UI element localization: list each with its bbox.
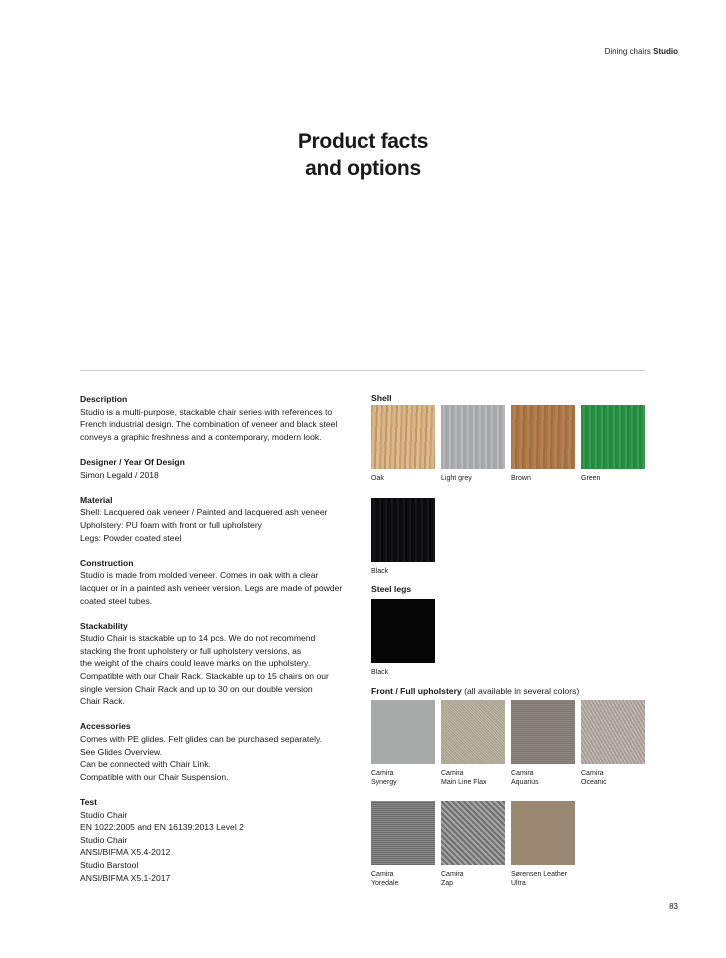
upholstery-title [371, 685, 671, 698]
swatch-camira-synergy [371, 700, 441, 788]
swatch-camira-aquarius [511, 700, 581, 788]
swatch-camira-synergy-sample [371, 700, 435, 764]
section-body: Simon Legald / 2018 [80, 469, 159, 480]
shell-swatch-grid [371, 405, 661, 576]
swatch-label: Camira Aquarius [511, 769, 539, 786]
swatch-camira-main-line-flax-sample [441, 700, 505, 764]
swatch-label: Brown [511, 475, 531, 482]
swatch-oak-sample [371, 405, 435, 469]
swatch-camira-main-line-flax [441, 700, 511, 788]
construction-section [80, 557, 362, 607]
swatch-green-sample [581, 405, 645, 469]
swatch-label: Oak [371, 475, 384, 482]
swatch-camira-yoredale [371, 801, 441, 889]
page-number: 83 [669, 902, 678, 911]
swatch-light-grey [441, 405, 511, 484]
section-heading: Stackability [80, 620, 128, 631]
swatch-sorensen-leather-ultra-sample [511, 801, 575, 865]
swatch-camira-oceanic-sample [581, 700, 645, 764]
section-body: Studio is a multi-purpose, stackable chair series with references to French industrial design. The combination of veneer and black steel conveys a graphic freshness and a contemporary, modern look. [80, 406, 338, 442]
facts-column [80, 393, 362, 897]
divider [80, 370, 645, 371]
swatch-label: Camira Zap [441, 870, 464, 887]
designer-section [80, 456, 362, 481]
swatch-label: Light grey [441, 475, 472, 482]
material-section [80, 494, 362, 544]
swatch-black-legs [371, 599, 441, 678]
page-title-line-1: Product facts [297, 130, 429, 153]
test-section [80, 796, 362, 884]
upholstery-note: (all available in several colors) [464, 685, 580, 696]
description-section [80, 393, 362, 443]
swatch-black-shell-sample [371, 498, 435, 562]
page-title-line-2: and options [305, 157, 421, 180]
swatch-brown [511, 405, 581, 484]
section-heading: Designer / Year Of Design [80, 456, 185, 467]
swatch-label: Camira Yoredale [371, 870, 399, 887]
swatch-oak [371, 405, 441, 484]
swatch-black-legs-sample [371, 599, 435, 663]
section-body: Comes with PE glides. Felt glides can be purchased separately. See Glides Overview. Can be connected with Chair Link. Compatible with our Chair Suspension. [80, 734, 323, 782]
swatch-label: Black [371, 567, 389, 575]
header-product: Studio [653, 47, 678, 56]
upholstery-swatch-grid [371, 700, 661, 889]
swatch-camira-zap-sample [441, 801, 505, 865]
swatch-label: Camira Synergy [371, 769, 397, 786]
swatch-camira-yoredale-sample [371, 801, 435, 865]
shell-title: Shell [371, 393, 392, 403]
swatch-label: Black [371, 669, 389, 676]
swatch-label: Sørensen Leather Ultra [511, 870, 568, 887]
stackability-section [80, 620, 362, 708]
swatch-label: Camira Main Line Flax [441, 769, 487, 786]
header-section: Dining chairs [604, 47, 651, 56]
steel-legs-title: Steel legs [371, 584, 412, 594]
section-heading: Material [80, 494, 113, 505]
page-title [0, 128, 726, 182]
swatch-label: Camira Oceanic [581, 769, 607, 786]
section-body: Studio Chair is stackable up to 14 pcs. We do not recommend stacking the front upholstery or full upholstery versions, as the weight of the chairs could leave marks on the upholstery. Compatible with our Chair Rack. Stackable up to 15 chairs on our single version Chair Rack and up to 30 on our double version Chair Rack. [80, 633, 329, 707]
running-header [605, 47, 678, 56]
swatch-green [581, 405, 651, 484]
section-body: Studio Chair EN 1022:2005 and EN 16139:2013 Level 2 Studio Chair ANSI/BIFMA X5.4-2012 Studio Barstool ANSI/BIFMA X5.1-2017 [80, 809, 244, 883]
swatch-camira-oceanic [581, 700, 651, 788]
section-body: Shell: Lacquered oak veneer / Painted and lacquered ash veneer Upholstery: PU foam with front or full upholstery Legs: Powder coated steel [80, 507, 328, 543]
swatch-sorensen-leather-ultra [511, 801, 581, 889]
swatch-camira-aquarius-sample [511, 700, 575, 764]
swatch-black-shell [371, 498, 441, 577]
section-body: Studio is made from molded veneer. Comes in oak with a clear lacquer or in a painted ash veneer version. Legs are made of powder coated steel tubes. [80, 570, 343, 606]
section-heading: Construction [80, 557, 134, 568]
steel-legs-swatch-grid [371, 599, 661, 678]
section-heading: Description [80, 394, 128, 404]
options-column [371, 392, 671, 889]
section-heading: Test [80, 797, 98, 807]
swatch-camira-zap [441, 801, 511, 889]
swatch-light-grey-sample [441, 405, 505, 469]
swatch-brown-sample [511, 405, 575, 469]
section-heading: Accessories [80, 721, 131, 732]
swatch-label: Green [581, 475, 601, 482]
accessories-section [80, 720, 362, 783]
upholstery-title-text: Front / Full upholstery [371, 685, 462, 696]
